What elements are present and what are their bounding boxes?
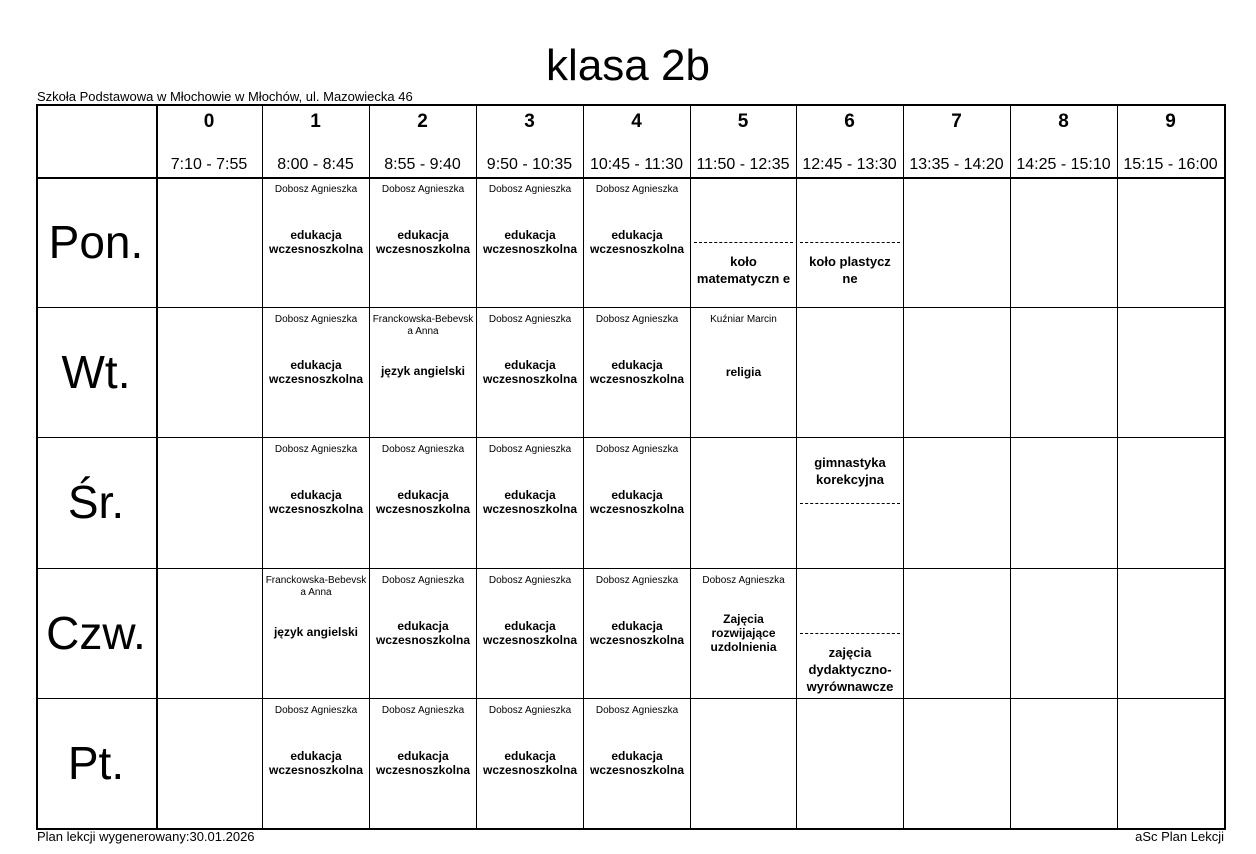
generated-date: Plan lekcji wygenerowany:30.01.2026 xyxy=(37,829,255,844)
lesson-teacher: Dobosz Agnieszka xyxy=(488,314,572,325)
lesson-subject: edukacja wczesnoszkolna xyxy=(589,619,685,647)
period-time: 15:15 - 16:00 xyxy=(1123,156,1218,173)
period-time: 8:00 - 8:45 xyxy=(277,156,354,173)
lesson-subject: edukacja wczesnoszkolna xyxy=(482,488,578,516)
timetable-grid xyxy=(36,104,1226,830)
lesson-teacher: Kuźniar Marcin xyxy=(710,314,777,325)
grid-column-line xyxy=(1117,104,1118,829)
period-number: 4 xyxy=(631,111,642,132)
grid-column-line xyxy=(1224,104,1226,829)
lesson-teacher: Dobosz Agnieszka xyxy=(381,444,465,455)
lesson-cell xyxy=(584,308,690,437)
lesson-subject: koło plastycz ne xyxy=(809,254,891,286)
period-number: 1 xyxy=(310,111,321,132)
lesson-cell xyxy=(370,178,476,307)
lesson-subject: edukacja wczesnoszkolna xyxy=(375,619,471,647)
lesson-subject: edukacja wczesnoszkolna xyxy=(268,488,364,516)
period-time: 13:35 - 14:20 xyxy=(909,156,1004,173)
lesson-subject: edukacja wczesnoszkolna xyxy=(375,749,471,777)
period-number: 9 xyxy=(1165,111,1176,132)
lesson-subject: zajęcia dydaktyczno- wyrównawcze xyxy=(806,645,894,694)
lesson-subject: edukacja wczesnoszkolna xyxy=(589,228,685,256)
lesson-teacher: Dobosz Agnieszka xyxy=(274,184,358,195)
lesson-subject: język angielski xyxy=(380,364,466,378)
day-label: Śr. xyxy=(67,476,125,528)
period-number: 0 xyxy=(203,111,215,132)
lesson-teacher: Dobosz Agnieszka xyxy=(488,705,572,716)
group-split-line xyxy=(800,503,900,504)
period-time: 8:55 - 9:40 xyxy=(384,156,461,173)
lesson-cell xyxy=(477,178,583,307)
lesson-cell xyxy=(691,308,796,437)
lesson-subject: edukacja wczesnoszkolna xyxy=(482,228,578,256)
lesson-teacher: Dobosz Agnieszka xyxy=(381,184,465,195)
period-time: 12:45 - 13:30 xyxy=(802,156,897,173)
period-number: 2 xyxy=(417,111,428,132)
lesson-subject: edukacja wczesnoszkolna xyxy=(589,358,685,386)
period-number: 3 xyxy=(524,111,535,132)
lesson-teacher: Dobosz Agnieszka xyxy=(488,575,572,586)
lesson-teacher: Dobosz Agnieszka xyxy=(488,444,572,455)
lesson-cell xyxy=(691,569,796,698)
group-split-line xyxy=(800,242,900,243)
lesson-cell xyxy=(584,699,690,828)
period-time: 11:50 - 12:35 xyxy=(696,156,790,173)
lesson-cell xyxy=(263,569,369,698)
period-time: 7:10 - 7:55 xyxy=(170,156,248,173)
lesson-cell xyxy=(691,178,796,307)
lesson-teacher: Dobosz Agnieszka xyxy=(274,444,358,455)
lesson-cell xyxy=(370,438,476,568)
lesson-subject: edukacja wczesnoszkolna xyxy=(482,619,578,647)
lesson-subject: język angielski xyxy=(273,625,359,639)
lesson-cell xyxy=(370,308,476,437)
lesson-teacher: Dobosz Agnieszka xyxy=(595,184,679,195)
lesson-subject: edukacja wczesnoszkolna xyxy=(589,488,685,516)
lesson-subject: koło matematyczn e xyxy=(696,254,791,286)
lesson-cell xyxy=(263,308,369,437)
lesson-teacher: Dobosz Agnieszka xyxy=(595,444,679,455)
period-time: 9:50 - 10:35 xyxy=(486,156,573,173)
lesson-teacher: Franckowska-Bebevsk a Anna xyxy=(372,314,474,337)
lesson-subject: edukacja wczesnoszkolna xyxy=(375,488,471,516)
lesson-subject: edukacja wczesnoszkolna xyxy=(482,749,578,777)
lesson-cell xyxy=(477,308,583,437)
lesson-cell xyxy=(584,438,690,568)
period-number: 8 xyxy=(1058,111,1069,132)
lesson-teacher: Dobosz Agnieszka xyxy=(595,575,679,586)
day-label: Pt. xyxy=(67,737,125,789)
lesson-cell xyxy=(477,438,583,568)
lesson-teacher: Dobosz Agnieszka xyxy=(274,314,358,325)
school-name: Szkoła Podstawowa w Młochowie w Młochów, ul. Mazowiecka 46 xyxy=(37,89,413,104)
lesson-cell xyxy=(477,569,583,698)
period-number: 5 xyxy=(737,111,749,132)
lesson-teacher: Dobosz Agnieszka xyxy=(274,705,358,716)
software-credit: aSc Plan Lekcji xyxy=(1135,829,1224,844)
grid-column-line xyxy=(1010,104,1011,829)
lesson-cell xyxy=(370,699,476,828)
lesson-cell xyxy=(797,438,903,568)
lesson-cell xyxy=(263,699,369,828)
lesson-cell xyxy=(797,569,903,698)
lesson-cell xyxy=(263,178,369,307)
group-split-line xyxy=(800,633,900,634)
day-label: Czw. xyxy=(46,607,146,659)
day-label: Wt. xyxy=(61,346,131,398)
lesson-cell xyxy=(584,569,690,698)
lesson-teacher: Dobosz Agnieszka xyxy=(595,705,679,716)
lesson-subject: edukacja wczesnoszkolna xyxy=(268,228,364,256)
period-time: 14:25 - 15:10 xyxy=(1016,156,1111,173)
period-number: 6 xyxy=(844,111,855,132)
lesson-teacher: Franckowska-Bebevsk a Anna xyxy=(265,575,367,598)
grid-column-line xyxy=(156,104,158,829)
lesson-teacher: Dobosz Agnieszka xyxy=(381,705,465,716)
lesson-subject: gimnastyka korekcyjna xyxy=(814,455,886,487)
lesson-subject: edukacja wczesnoszkolna xyxy=(268,358,364,386)
lesson-cell xyxy=(477,699,583,828)
lesson-subject: edukacja wczesnoszkolna xyxy=(268,749,364,777)
period-time: 10:45 - 11:30 xyxy=(589,156,684,173)
lesson-cell xyxy=(370,569,476,698)
lesson-subject: edukacja wczesnoszkolna xyxy=(482,358,578,386)
lesson-cell xyxy=(584,178,690,307)
grid-row-line xyxy=(36,104,1226,106)
lesson-teacher: Dobosz Agnieszka xyxy=(595,314,679,325)
day-label: Pon. xyxy=(48,216,144,268)
lesson-subject: edukacja wczesnoszkolna xyxy=(589,749,685,777)
lesson-teacher: Dobosz Agnieszka xyxy=(488,184,572,195)
lesson-subject: Zajęcia rozwijające uzdolnienia xyxy=(710,612,777,654)
lesson-cell xyxy=(797,178,903,307)
lesson-cell xyxy=(263,438,369,568)
page-title: klasa 2b xyxy=(546,41,710,90)
lesson-teacher: Dobosz Agnieszka xyxy=(702,575,785,586)
period-number: 7 xyxy=(951,111,962,132)
lesson-subject: edukacja wczesnoszkolna xyxy=(375,228,471,256)
grid-column-line xyxy=(903,104,904,829)
lesson-teacher: Dobosz Agnieszka xyxy=(381,575,465,586)
lesson-subject: religia xyxy=(725,365,762,379)
group-split-line xyxy=(694,242,793,243)
